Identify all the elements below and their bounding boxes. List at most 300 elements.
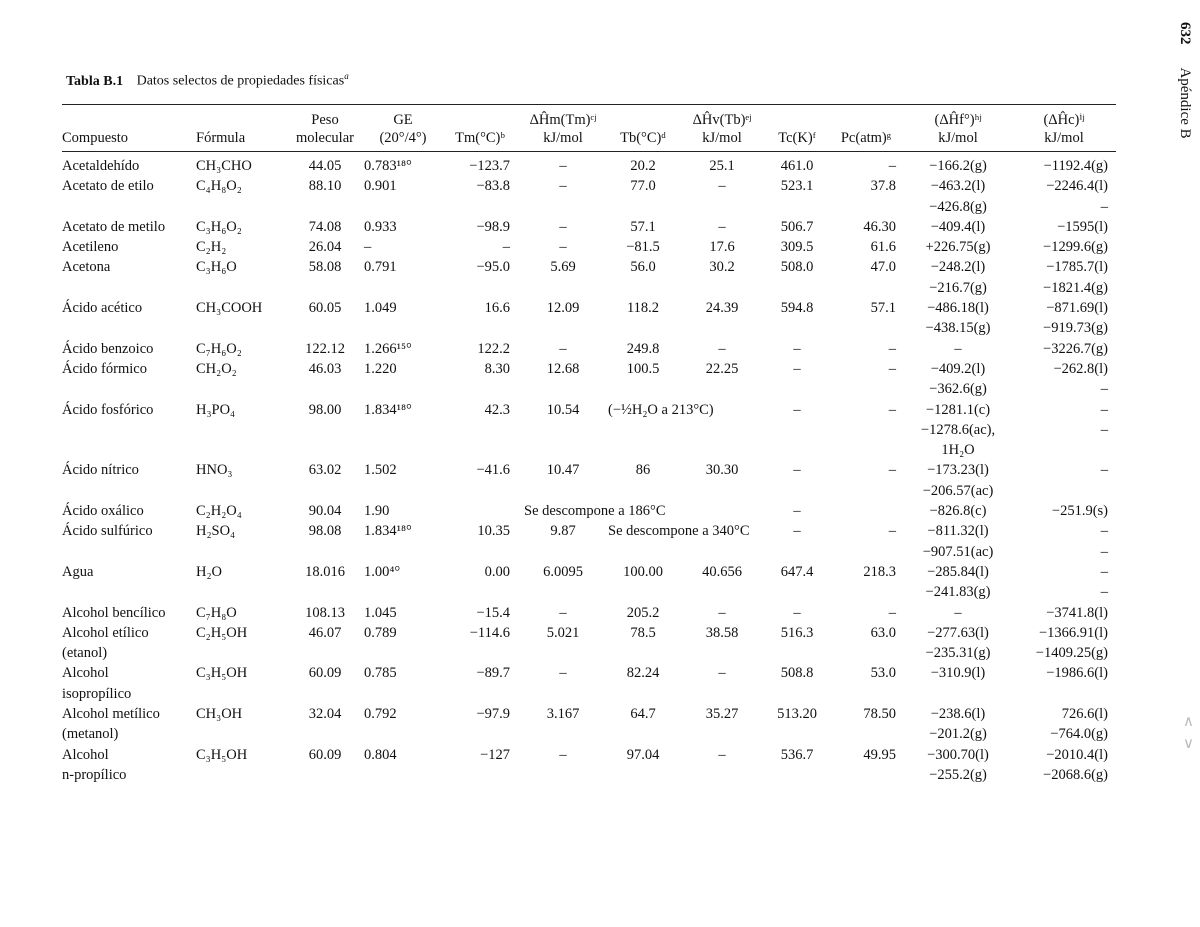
- table-cell: [62, 440, 196, 460]
- table-cell: Ácido acético: [62, 300, 143, 317]
- table-cell: Acetaldehído: [62, 158, 140, 174]
- table-cell: −1366.91(l): [1039, 624, 1108, 641]
- table-cell: −871.69(l): [1046, 300, 1108, 317]
- table-cell: –: [793, 523, 801, 540]
- column-header: [442, 105, 518, 152]
- column-header-line2: kJ/mol: [543, 130, 583, 146]
- table-cell: [442, 542, 518, 562]
- table-cell: 5.69: [550, 259, 576, 276]
- table-cell: −3226.7(g): [1043, 340, 1108, 357]
- column-header-line2: Pc(atm)ᵍ: [840, 130, 892, 146]
- table-cell: [608, 379, 678, 399]
- table-cell: 63.02: [308, 462, 342, 479]
- table-cell: [62, 582, 196, 602]
- table-cell: 508.8: [780, 665, 814, 682]
- table-cell: C₃H₆O: [196, 259, 237, 276]
- table-cell: C₃H₅OH: [196, 665, 248, 682]
- table-cell: [196, 278, 286, 298]
- table-row: [62, 521, 1116, 541]
- table-cell: −300.70(l): [927, 746, 989, 763]
- table-cell: [828, 643, 904, 663]
- table-cell: C₃H₅OH: [196, 746, 248, 763]
- table-cell: –: [1100, 543, 1108, 560]
- table-row: [62, 745, 1116, 765]
- table-cell: 47.0: [870, 259, 896, 276]
- table-cell: 37.8: [870, 178, 896, 195]
- table-cell: CH₃CHO: [196, 158, 252, 174]
- table-cell: [286, 481, 364, 501]
- table-cell: [364, 379, 442, 399]
- table-cell: 594.8: [780, 300, 814, 317]
- table-cell: [442, 197, 518, 217]
- table-row: [62, 237, 1116, 257]
- scroll-marks: [1183, 710, 1194, 754]
- table-cell: 1.049: [364, 300, 397, 317]
- column-header: [1012, 105, 1116, 152]
- table-cell: +226.75(g): [925, 239, 991, 256]
- table-cell: [678, 379, 766, 399]
- table-cell: [518, 197, 608, 217]
- table-cell: −255.2(g): [929, 766, 987, 783]
- table-cell: [608, 724, 678, 744]
- table-cell: [766, 643, 828, 663]
- table-cell: [442, 582, 518, 602]
- table-cell: Alcohol: [62, 665, 109, 682]
- table-cell: [904, 684, 1012, 704]
- table-cell: [196, 684, 286, 704]
- table-cell: 0.901: [364, 178, 397, 195]
- table-cell: [62, 197, 196, 217]
- table-cell: [364, 318, 442, 338]
- table-cell: [828, 501, 904, 521]
- column-header: [518, 105, 608, 152]
- table-cell: [766, 278, 828, 298]
- table-body: [62, 152, 1116, 786]
- table-cell: –: [1100, 421, 1108, 438]
- table-cell: [196, 379, 286, 399]
- table-cell: 1.266¹⁵°: [364, 340, 412, 357]
- table-cell: [828, 542, 904, 562]
- table-cell: 57.1: [630, 218, 656, 235]
- table-cell: [442, 379, 518, 399]
- table-cell: [286, 765, 364, 785]
- table-cell: 30.2: [709, 259, 735, 276]
- table-cell: (etanol): [62, 645, 108, 662]
- table-cell: Ácido benzoico: [62, 340, 154, 357]
- column-header: [678, 105, 766, 152]
- column-header: [62, 105, 196, 152]
- table-title: Datos selectos de propiedades físicas: [136, 73, 345, 89]
- column-header: [828, 105, 904, 152]
- column-header: [286, 105, 364, 152]
- column-header-line2: Compuesto: [62, 130, 129, 146]
- table-cell: [766, 765, 828, 785]
- table-cell: Alcohol etílico: [62, 624, 149, 641]
- table-cell: [62, 420, 196, 440]
- table-cell: C₄H₈O₂: [196, 178, 242, 195]
- table-cell: (−½H₂O a 213°C): [608, 401, 714, 418]
- table-cell: –: [793, 462, 801, 479]
- table-cell: 46.07: [308, 624, 342, 641]
- table-cell: 0.792: [364, 706, 397, 723]
- table-cell: −1192.4(g): [1043, 158, 1108, 174]
- table-row: [62, 582, 1116, 602]
- table-cell: [286, 278, 364, 298]
- table-cell: 25.1: [709, 158, 735, 174]
- table-cell: 122.2: [477, 340, 510, 357]
- table-cell: 64.7: [630, 706, 656, 723]
- table-cell: −1299.6(g): [1043, 239, 1108, 256]
- table-row: [62, 440, 1116, 460]
- table-cell: 97.04: [626, 746, 660, 763]
- table-cell: [442, 643, 518, 663]
- table-cell: 100.5: [626, 360, 660, 377]
- table-cell: 0.804: [364, 746, 397, 763]
- table-cell: [62, 481, 196, 501]
- table-cell: [286, 440, 364, 460]
- table-cell: –: [954, 340, 962, 357]
- table-cell: [196, 582, 286, 602]
- table-cell: 24.39: [705, 300, 739, 317]
- table-cell: [766, 582, 828, 602]
- table-cell: −1278.6(ac),: [920, 421, 996, 438]
- table-cell: [608, 318, 678, 338]
- page-number: 632: [1177, 22, 1193, 45]
- column-header-line1: GE: [393, 112, 413, 128]
- table-cell: [286, 197, 364, 217]
- table-row: [62, 704, 1116, 724]
- table-cell: [442, 318, 518, 338]
- table-cell: 42.3: [484, 401, 510, 418]
- table-cell: CH₂O₂: [196, 360, 237, 377]
- table-cell: 49.95: [863, 746, 896, 763]
- table-cell: 63.0: [870, 624, 896, 641]
- table-cell: −2068.6(g): [1043, 766, 1108, 783]
- table-cell: [608, 440, 678, 460]
- table-cell: [442, 724, 518, 744]
- table-cell: [608, 481, 678, 501]
- table-cell: [196, 643, 286, 663]
- table-cell: [608, 684, 678, 704]
- column-header-line2: kJ/mol: [938, 130, 978, 146]
- table-cell: [828, 582, 904, 602]
- table-cell: Ácido fosfórico: [62, 401, 154, 418]
- table-cell: [196, 724, 286, 744]
- table-row: [62, 400, 1116, 420]
- table-cell: [766, 481, 828, 501]
- table-cell: [62, 542, 196, 562]
- table-cell: CH₃OH: [196, 706, 243, 723]
- table-cell: −1409.25(g): [1035, 645, 1108, 662]
- table-cell: –: [559, 340, 567, 357]
- table-cell: 0.785: [364, 665, 397, 682]
- table-cell: [828, 724, 904, 744]
- table-cell: –: [718, 665, 726, 682]
- table-cell: 61.6: [870, 239, 896, 256]
- table-cell: −173.23(l): [927, 462, 989, 479]
- table-cell: [518, 379, 608, 399]
- table-cell: [518, 582, 608, 602]
- table-cell: [828, 318, 904, 338]
- table-cell: [518, 765, 608, 785]
- table-row: [62, 663, 1116, 683]
- table-cell: [608, 643, 678, 663]
- table-cell: [442, 765, 518, 785]
- table-cell: –: [559, 665, 567, 682]
- table-cell: [766, 197, 828, 217]
- table-cell: 536.7: [780, 746, 814, 763]
- table-cell: –: [718, 604, 726, 621]
- table-cell: [442, 420, 518, 440]
- column-header-line1: (ΔĤc)ⁱʲ: [1043, 112, 1085, 128]
- table-cell: [678, 318, 766, 338]
- table-cell: 1.834¹⁸°: [364, 401, 412, 418]
- table-cell: [678, 278, 766, 298]
- table-cell: [364, 582, 442, 602]
- table-cell: [364, 724, 442, 744]
- table-cell: −98.9: [476, 218, 510, 235]
- table-cell: –: [559, 604, 567, 621]
- table-cell: [518, 318, 608, 338]
- table-cell: –: [1100, 523, 1108, 540]
- table-cell: −41.6: [476, 462, 510, 479]
- table-cell: Acetato de etilo: [62, 178, 154, 195]
- table-cell: [196, 420, 286, 440]
- table-cell: 57.1: [870, 300, 896, 317]
- table-cell: [608, 278, 678, 298]
- table-cell: [766, 318, 828, 338]
- table-cell: –: [559, 218, 567, 235]
- table-row: [62, 603, 1116, 623]
- table-cell: 46.03: [308, 360, 342, 377]
- table-cell: −409.2(l): [930, 360, 986, 377]
- table-cell: 10.47: [546, 462, 580, 479]
- table-cell: −114.6: [469, 624, 510, 641]
- table-cell: [1012, 481, 1116, 501]
- table-cell: Alcohol bencílico: [62, 604, 166, 621]
- table-cell: [678, 582, 766, 602]
- table-cell: –: [364, 239, 372, 256]
- table-cell: −919.73(g): [1043, 320, 1108, 337]
- table-cell: [442, 278, 518, 298]
- table-cell: 56.0: [630, 259, 656, 276]
- section-title: Apéndice B: [1177, 67, 1193, 139]
- table-cell: –: [1100, 462, 1108, 479]
- table-cell: 1H₂O: [941, 442, 975, 459]
- table-cell: –: [888, 401, 896, 418]
- table-cell: −235.31(g): [925, 645, 991, 662]
- table-cell: 30.30: [705, 462, 739, 479]
- table-caption: [66, 71, 349, 90]
- table-header-row: [62, 105, 1116, 152]
- table-cell: [518, 542, 608, 562]
- table-row: [62, 623, 1116, 643]
- table-cell: [678, 440, 766, 460]
- table-cell: −907.51(ac): [922, 543, 994, 560]
- table-cell: [286, 724, 364, 744]
- table-cell: 53.0: [870, 665, 896, 682]
- table-cell: 20.2: [630, 158, 656, 174]
- table-cell: [442, 501, 518, 521]
- table-cell: [766, 724, 828, 744]
- table-cell: −2246.4(l): [1046, 178, 1108, 195]
- table-cell: 118.2: [626, 300, 660, 317]
- table-cell: −362.6(g): [929, 381, 987, 398]
- table-cell: 508.0: [780, 259, 814, 276]
- table-cell: 82.24: [626, 665, 660, 682]
- column-header: [904, 105, 1012, 152]
- table-cell: [828, 765, 904, 785]
- table-cell: –: [793, 401, 801, 418]
- table-cell: [766, 440, 828, 460]
- table-cell: 1.90: [364, 503, 390, 520]
- column-header-line2: kJ/mol: [1044, 130, 1084, 146]
- table-cell: –: [1100, 198, 1108, 215]
- table-cell: [442, 440, 518, 460]
- table-cell: Acetato de metilo: [62, 218, 166, 235]
- table-row: [62, 278, 1116, 298]
- table-cell: Alcohol: [62, 746, 109, 763]
- table-cell: [518, 643, 608, 663]
- table-cell: [608, 197, 678, 217]
- table-cell: 46.30: [863, 218, 896, 235]
- column-header-line2: Tc(K)ᶠ: [778, 130, 816, 146]
- table-cell: [608, 542, 678, 562]
- table-cell: −201.2(g): [929, 726, 987, 743]
- table-cell: Se descompone a 340°C: [608, 523, 750, 540]
- table-cell: [196, 481, 286, 501]
- table-cell: 8.30: [484, 360, 510, 377]
- table-cell: 77.0: [630, 178, 656, 195]
- table-cell: –: [718, 340, 726, 357]
- table-cell: 32.04: [308, 706, 342, 723]
- table-cell: [766, 684, 828, 704]
- table-cell: [286, 643, 364, 663]
- table-cell: −97.9: [476, 706, 510, 723]
- table-row: [62, 379, 1116, 399]
- table-cell: Acetileno: [62, 239, 119, 256]
- up-caret-icon: ∧: [1183, 712, 1194, 730]
- table-cell: [62, 278, 196, 298]
- table-cell: −1986.6(l): [1046, 665, 1108, 682]
- table-cell: 40.656: [702, 563, 742, 580]
- table-cell: –: [888, 523, 896, 540]
- table-cell: [286, 420, 364, 440]
- table-cell: [766, 420, 828, 440]
- table-cell: −83.8: [476, 178, 510, 195]
- table-row: [62, 298, 1116, 318]
- table-cell: [196, 765, 286, 785]
- table-cell: –: [559, 239, 567, 256]
- table-cell: 647.4: [780, 563, 814, 580]
- table-row: [62, 339, 1116, 359]
- table-cell: –: [888, 158, 896, 174]
- table-cell: –: [1100, 401, 1108, 418]
- table-cell: 1.00⁴°: [364, 563, 401, 580]
- table-cell: [364, 197, 442, 217]
- table-cell: −1595(l): [1057, 218, 1108, 235]
- table-cell: 0.933: [364, 218, 397, 235]
- column-header-line2: Tm(°C)ᵇ: [455, 130, 505, 146]
- table-row: [62, 684, 1116, 704]
- table-cell: [608, 765, 678, 785]
- table-cell: 218.3: [863, 563, 896, 580]
- table-cell: [196, 542, 286, 562]
- table-cell: 38.58: [705, 624, 739, 641]
- table-cell: 100.00: [623, 563, 663, 580]
- table-cell: –: [888, 340, 896, 357]
- table-cell: 35.27: [705, 706, 739, 723]
- table-cell: 78.50: [863, 706, 896, 723]
- table-cell: –: [793, 340, 801, 357]
- table-cell: –: [559, 746, 567, 763]
- table-cell: [678, 765, 766, 785]
- table-cell: [828, 440, 904, 460]
- table-cell: Ácido oxálico: [62, 503, 144, 520]
- table-cell: –: [888, 360, 896, 377]
- column-header-line2: Fórmula: [196, 130, 246, 146]
- table-cell: −262.8(l): [1053, 360, 1108, 377]
- table-cell: –: [793, 604, 801, 621]
- table-cell: [364, 440, 442, 460]
- table-cell: 108.13: [305, 604, 345, 621]
- table-cell: [608, 420, 678, 440]
- table-cell: –: [718, 178, 726, 195]
- table-cell: [766, 542, 828, 562]
- table-cell: 0.791: [364, 259, 397, 276]
- table-cell: 60.09: [308, 746, 342, 763]
- table-cell: 58.08: [308, 259, 342, 276]
- table-cell: [518, 440, 608, 460]
- properties-table: [62, 104, 1116, 785]
- table-cell: [678, 643, 766, 663]
- table-row: [62, 257, 1116, 277]
- table-cell: [364, 278, 442, 298]
- table-cell: 88.10: [308, 178, 342, 195]
- table-cell: −2010.4(l): [1046, 746, 1108, 763]
- table-cell: −251.9(s): [1051, 503, 1108, 520]
- table-cell: 86: [635, 462, 651, 479]
- table-cell: 98.00: [308, 401, 342, 418]
- table-cell: [364, 765, 442, 785]
- table-cell: 0.00: [484, 563, 510, 580]
- table-cell: C₃H₆O₂: [196, 218, 242, 235]
- table-cell: –: [888, 462, 896, 479]
- table-cell: 1.502: [364, 462, 397, 479]
- table-cell: –: [502, 239, 510, 256]
- column-header-line2: kJ/mol: [702, 130, 742, 146]
- table-cell: –: [888, 604, 896, 621]
- column-header-line2: (20°/4°): [379, 130, 427, 146]
- table-cell: 726.6(l): [1061, 706, 1108, 723]
- table-row: [62, 420, 1116, 440]
- table-cell: −285.84(l): [927, 563, 989, 580]
- table-cell: 60.09: [308, 665, 342, 682]
- table-cell: [286, 684, 364, 704]
- table-cell: −1821.4(g): [1043, 279, 1108, 296]
- table-cell: Agua: [62, 563, 94, 580]
- table-cell: [364, 684, 442, 704]
- table-row: [62, 176, 1116, 196]
- table-cell: [62, 318, 196, 338]
- table-row: [62, 217, 1116, 237]
- table-cell: 523.1: [780, 178, 814, 195]
- column-header: [608, 105, 678, 152]
- table-cell: H₂SO₄: [196, 523, 236, 540]
- table-cell: C₂H₅OH: [196, 624, 248, 641]
- table-cell: −3741.8(l): [1046, 604, 1108, 621]
- table-cell: –: [718, 746, 726, 763]
